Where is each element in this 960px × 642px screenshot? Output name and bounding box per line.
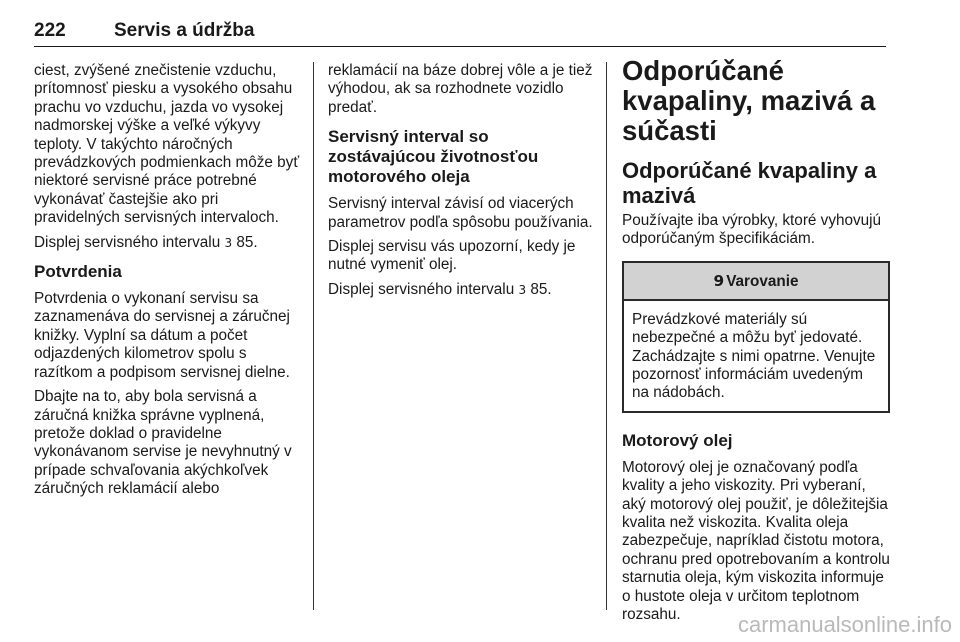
paragraph: Displej servisu vás upozorní, kedy je nutné vymeniť olej. xyxy=(328,238,576,274)
page-reference-link[interactable]: 85. xyxy=(236,233,258,251)
paragraph: reklamácií na báze dobrej vôle a je tiež výhodou, ak sa rozhodnete vozidlo predať. xyxy=(328,62,593,116)
page-number: 222 xyxy=(34,20,66,41)
watermark: carmanualsonline.info xyxy=(737,612,952,637)
paragraph xyxy=(328,281,596,299)
page-reference-link[interactable]: 85. xyxy=(530,280,552,298)
paragraph: Motorový olej je označovaný podľa kvality a jeho viskozity. Pri vyberaní, aký motorový olej použiť, je dôležitejšia kvalita než viskozita. Kvalita oleja zabezpečuje, napríklad čistotu motora, ochranu pred opotrebovaním a kontrolu starnutia oleja, kým viskozita informuje o hustote oleja v určitom teplotnom rozsahu. xyxy=(622,458,890,624)
subsection-heading: Odporúčané kvapaliny a mazivá xyxy=(622,158,877,208)
column-3 xyxy=(622,55,890,631)
paragraph: ciest, zvýšené znečistenie vzduchu, prítomnosť piesku a vysokého obsahu prachu vo vzduchu, jazda vo vysokej nadmorskej výške a veľké výkyvy teploty. V takýchto náročných prevádzkových podmienkach môže byť niektoré servisné práce potrebné vykonávať častejšie ako pri pravidelných servisných intervaloch. xyxy=(34,62,300,227)
header-rule xyxy=(34,46,886,47)
paragraph-text: Displej servisného intervalu xyxy=(328,280,515,298)
paragraph: Potvrdenia o vykonaní servisu sa zaznamenáva do servisnej a záručnej knižky. Vyplní sa dátum a počet odjazdených kilometrov spolu s razítkom a podpisom servisnej dielne. xyxy=(34,290,290,381)
page-reference-arrow-icon: 3 xyxy=(518,282,527,297)
column-divider xyxy=(606,62,607,610)
page-reference-arrow-icon: 3 xyxy=(224,235,233,250)
paragraph: Používajte iba výrobky, ktoré vyhovujú odporúčaným špecifikáciám. xyxy=(622,212,882,248)
paragraph: Dbajte na to, aby bola servisná a záručná knižka správne vyplnená, pretože doklad o pravidelne vykonávanom servise je nevyhnutný v prípade schvaľovania akýchkoľvek záručných reklamácií alebo xyxy=(34,388,292,498)
column-2 xyxy=(328,62,596,305)
paragraph xyxy=(34,234,302,252)
section-heading: Servisný interval so zostávajúcou životnosťou motorového oleja xyxy=(328,127,539,187)
page-header xyxy=(34,20,886,52)
paragraph: Servisný interval závisí od viacerých parametrov podľa spôsobu používania. xyxy=(328,195,593,231)
warning-title: Varovanie xyxy=(726,272,799,290)
warning-header xyxy=(624,263,888,301)
section-heading: Potvrdenia xyxy=(34,262,122,282)
chapter-heading: Odporúčané kvapaliny, mazivá a súčasti xyxy=(622,55,876,146)
column-divider xyxy=(313,62,314,610)
section-heading: Motorový olej xyxy=(622,430,733,450)
column-1 xyxy=(34,62,302,505)
chapter-title: Servis a údržba xyxy=(114,20,255,41)
warning-box xyxy=(622,261,890,413)
paragraph-text: Displej servisného intervalu xyxy=(34,233,221,251)
warning-triangle-icon: 9 xyxy=(713,271,725,290)
warning-text: Prevádzkové materiály sú nebezpečné a môžu byť jedovaté. Zachádzajte s nimi opatrne. Venujte pozornosť informáciám uvedeným na nádobách. xyxy=(632,310,876,402)
